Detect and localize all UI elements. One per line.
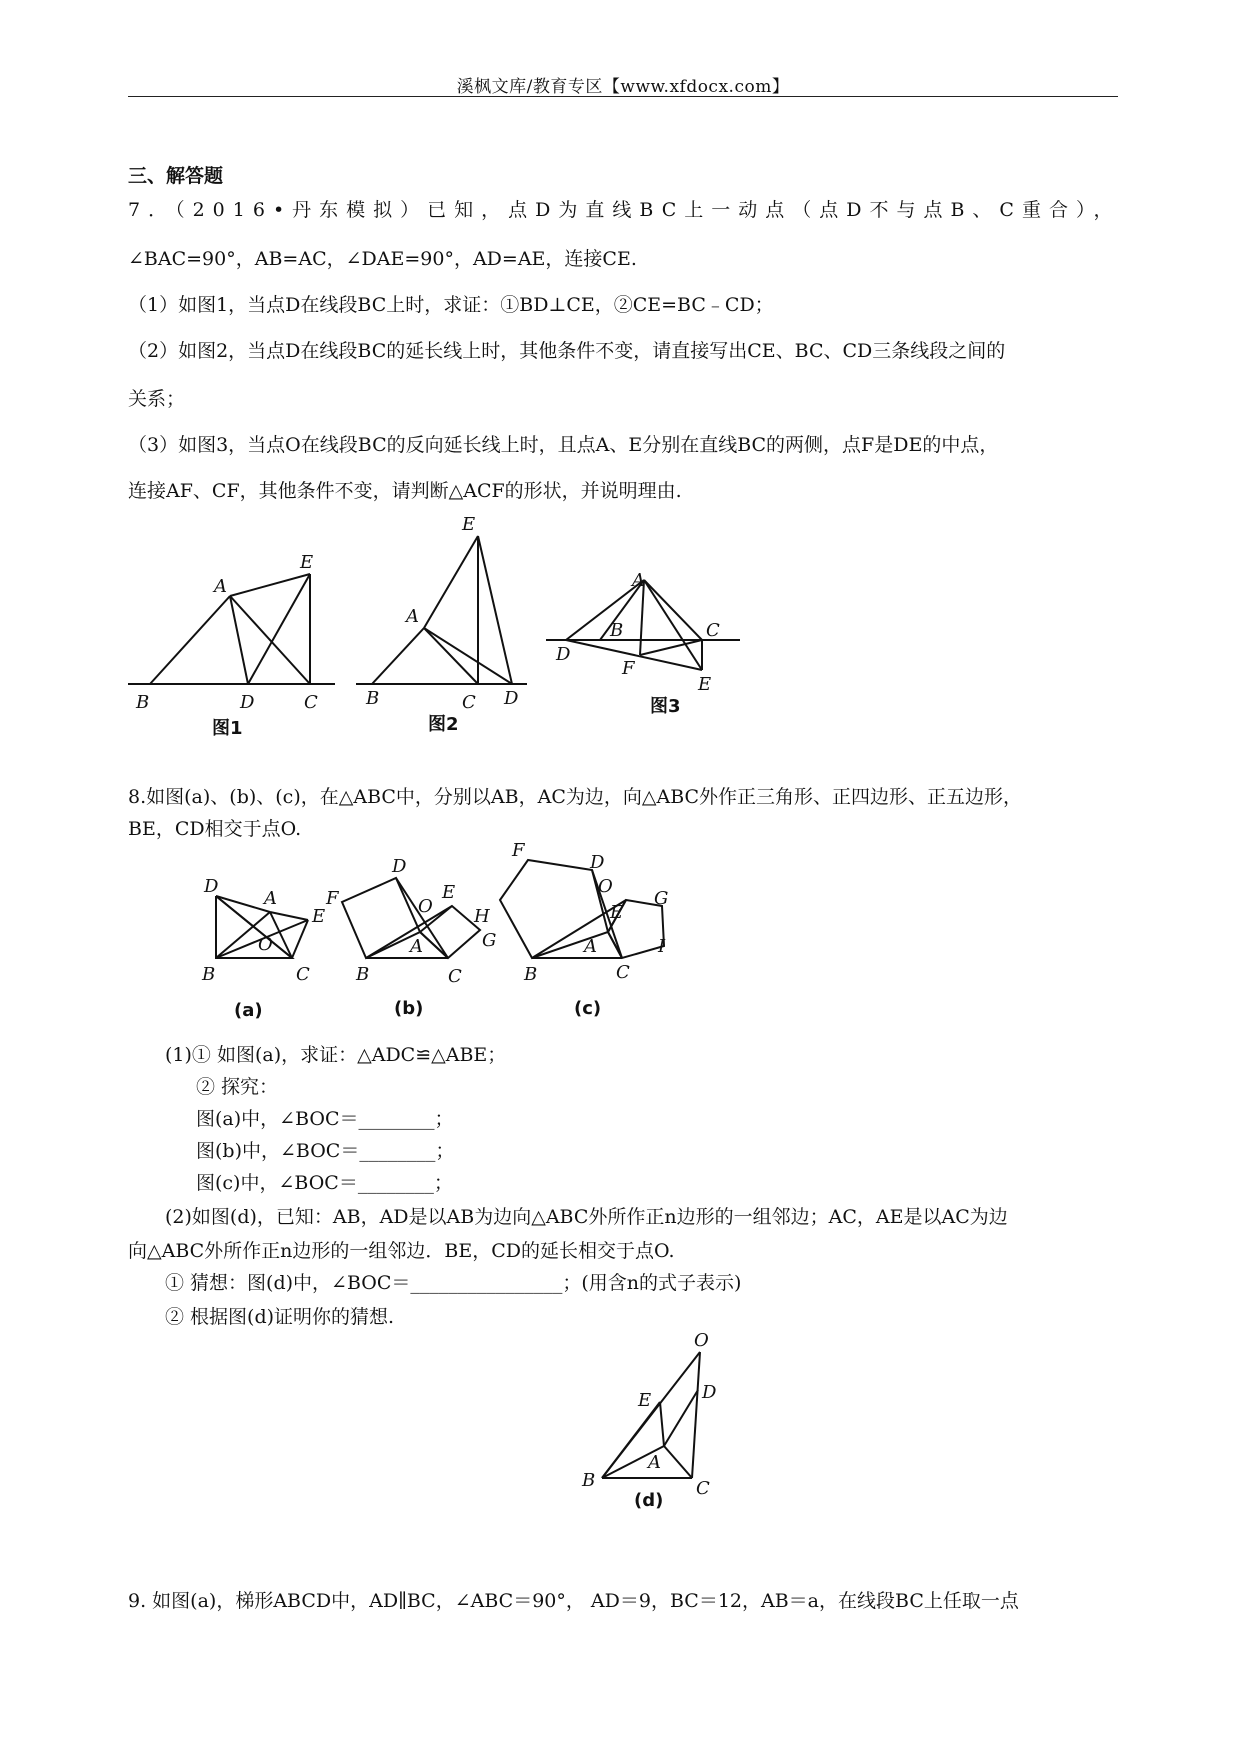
figd-caption: (d) [634,1490,664,1511]
figd-line-oc [692,1352,700,1478]
fig1-label-d: D [240,692,255,713]
q8-line1: 8.如图(a)、(b)、(c)，在△ABC中，分别以AB，AC为边，向△ABC外作正三角形、正四边形、正五边形， [128,786,1023,808]
figc-label-i: I [658,936,666,957]
fig2-label-c: C [462,692,476,713]
q7-line2: ∠BAC=90°，AB=AC，∠DAE=90°，AD=AE，连接CE. [128,248,637,270]
figa-label-o: O [258,934,273,955]
q8-p2-1: ① 猜想：图(d)中，∠BOC＝________________；(用含n的式子表示) [165,1272,742,1294]
figd-label-b: B [582,1470,596,1491]
figd-line-ad [664,1390,698,1446]
fig3-label-c: C [706,620,720,641]
q8-p1-2: ② 探究： [196,1076,279,1098]
q8-p2a: (2)如图(d)，已知：AB，AD是以AB为边向△ABC外所作正n边形的一组邻边；AC，AE是以AC为边 [165,1206,1008,1228]
fig2-label-a: A [406,606,419,627]
figa-label-a: A [264,888,277,909]
figb-label-o: O [418,896,433,917]
figd-line-ac [664,1446,692,1478]
figc-label-e: E [610,902,624,923]
q8-line2: BE，CD相交于点O. [128,818,302,840]
figa-label-b: B [202,964,216,985]
figd-label-o: O [694,1330,709,1351]
figd-line-ae [660,1402,664,1446]
fig3-label-f: F [622,658,635,679]
fig1-caption: 图1 [212,718,243,739]
figc-label-b: B [524,964,538,985]
figb-label-g: G [482,930,497,951]
figc-label-f: F [512,840,525,861]
fig1-label-b: B [136,692,150,713]
figd-label-c: C [696,1478,710,1499]
figa-label-e: E [312,906,326,927]
page-header: 溪枫文库/教育专区【www.xfdocx.com】 [456,77,790,97]
q7-part3a: （3）如图3，当点O在线段BC的反向延长线上时，且点A、E分别在直线BC的两侧，点F是DE的中点， [128,434,999,456]
figa-caption: (a) [234,1000,263,1021]
q9-line1: 9. 如图(a)，梯形ABCD中，AD∥BC，∠ABC＝90°， AD＝9，BC＝12，AB＝a，在线段BC上任取一点 [128,1590,1019,1612]
q8-p1-a: 图(a)中，∠BOC＝________； [196,1108,454,1130]
fig3-label-d: D [556,644,571,665]
figc-label-d: D [590,852,605,873]
figd-label-a: A [648,1452,661,1473]
figb-caption: (b) [394,998,424,1019]
figd-label-d: D [702,1382,717,1403]
q7-part1: （1）如图1，当点D在线段BC上时，求证：①BD⊥CE，②CE=BC﹣CD； [128,294,774,316]
fig2-caption: 图2 [428,714,459,735]
figb-label-a: A [410,936,423,957]
figb-label-h: H [474,906,490,927]
fig3-label-a: A [632,570,645,591]
fig2-label-b: B [366,688,380,709]
fig3-caption: 图3 [650,696,681,717]
q7-part2b: 关系； [128,388,186,410]
q7-part3b: 连接AF、CF，其他条件不变，请判断△ACF的形状，并说明理由. [128,480,682,502]
q7-part2a: （2）如图2，当点D在线段BC的延长线上时，其他条件不变，请直接写出CE、BC、CD三条线段之间的 [128,340,1006,362]
fig1-label-e: E [300,552,314,573]
figa-label-d: D [204,876,219,897]
q8-p1-1: (1)① 如图(a)，求证：△ADC≌△ABE； [165,1044,507,1066]
figb-label-f: F [326,888,339,909]
q8-p2-2: ② 根据图(d)证明你的猜想. [165,1306,395,1328]
fig1-label-c: C [304,692,318,713]
figc-label-g: G [654,888,669,909]
figc-label-a: A [584,936,597,957]
q8-p1-b: 图(b)中，∠BOC＝________； [196,1140,455,1162]
fig3-label-b: B [610,620,624,641]
fig1-label-a: A [214,576,227,597]
figb-label-c: C [448,966,462,987]
figc-label-o: O [598,876,613,897]
q8-p1-c: 图(c)中，∠BOC＝________； [196,1172,453,1194]
figc-label-c: C [616,962,630,983]
fig2-label-e: E [462,514,476,535]
figa-label-c: C [296,964,310,985]
figd-label-e: E [638,1390,652,1411]
figb-label-e: E [442,882,456,903]
figb-label-d: D [392,856,407,877]
fig2-label-d: D [504,688,519,709]
section-title: 三、解答题 [128,165,224,187]
fig3-label-e: E [698,674,712,695]
q8-p2b: 向△ABC外所作正n边形的一组邻边．BE，CD的延长相交于点O. [128,1240,675,1262]
q7-line1: 7．（2016•丹东模拟）已知，点D为直线BC上一动点（点D不与点B、C重合）， [128,199,1121,221]
figb-label-b: B [356,964,370,985]
figc-caption: (c) [574,998,602,1019]
